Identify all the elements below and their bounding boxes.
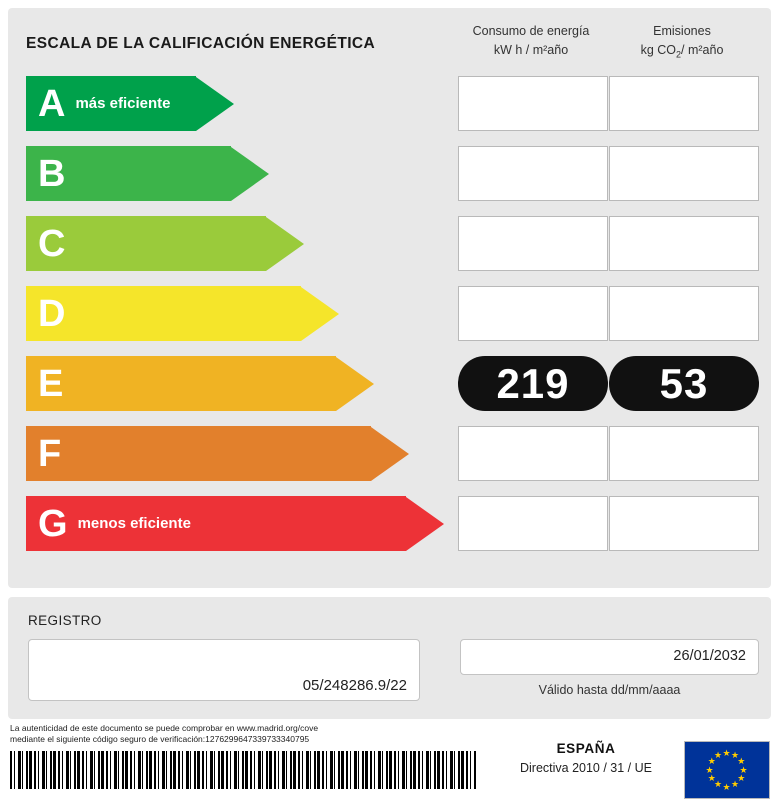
rating-row-d [8, 278, 771, 348]
rating-letter: B [38, 152, 66, 195]
rating-letter: G [38, 502, 68, 545]
eu-flag-icon [684, 741, 770, 799]
rating-row-e [8, 348, 771, 418]
country-name: ESPAÑA [556, 741, 616, 756]
consumo-empty-cell [458, 216, 608, 271]
rating-band-arrow [301, 287, 339, 341]
registro-title: REGISTRO [28, 613, 102, 628]
consumo-empty-cell [458, 76, 608, 131]
consumo-empty-cell [458, 146, 608, 201]
rating-letter: E [38, 362, 64, 405]
registro-code-box [28, 639, 420, 701]
rating-letter: F [38, 432, 62, 475]
emisiones-unit-pre: kg CO [640, 42, 677, 57]
rating-band-f [26, 426, 409, 481]
rating-band-body [26, 426, 371, 481]
emisiones-unit-post: / m²año [681, 42, 724, 57]
rating-band-body [26, 76, 196, 131]
rating-row-c [8, 208, 771, 278]
eu-star-icon: ★ [731, 749, 740, 760]
rating-letter: C [38, 222, 66, 265]
rating-row-a [8, 68, 771, 138]
rating-caption: menos eficiente [77, 515, 191, 532]
rating-band-body [26, 216, 266, 271]
rating-band-body [26, 356, 336, 411]
registro-panel [8, 597, 771, 719]
eu-star-icon: ★ [714, 749, 723, 760]
rating-band-body [26, 286, 301, 341]
emisiones-empty-cell [609, 426, 759, 481]
consumo-empty-cell [458, 496, 608, 551]
eu-star-icon: ★ [714, 779, 723, 790]
eu-star-icon: ★ [737, 756, 746, 766]
consumo-empty-cell [458, 426, 608, 481]
verification-note-line1: La autenticidad de este documento se puede comprobar en www.madrid.org/cove [10, 723, 319, 733]
verification-note-line2: mediante el siguiente código seguro de verificación:1276299647339733340795 [10, 734, 310, 745]
country-block [496, 741, 676, 775]
eu-star-icon: ★ [722, 747, 731, 758]
rating-band-arrow [231, 147, 269, 201]
eu-star-icon: ★ [707, 773, 716, 783]
rating-row-b [8, 138, 771, 208]
column-header-consumo [451, 22, 611, 60]
column-header-consumo-line2: kW h / m²año [493, 42, 569, 57]
rating-band-arrow [336, 357, 374, 411]
rating-band-body [26, 146, 231, 201]
rating-band-a [26, 76, 234, 131]
rating-band-g [26, 496, 444, 551]
rating-band-d [26, 286, 339, 341]
emisiones-empty-cell [609, 216, 759, 271]
emisiones-value-badge: 53 [609, 356, 759, 411]
eu-star-icon: ★ [707, 756, 716, 766]
eu-star-icon: ★ [722, 781, 731, 792]
emisiones-unit-sub: 2 [676, 49, 682, 60]
rating-row-f [8, 418, 771, 488]
emisiones-empty-cell [609, 146, 759, 201]
registro-date-value: 26/01/2032 [673, 648, 746, 664]
rating-letter: D [38, 292, 66, 335]
registro-date-box [460, 639, 759, 675]
emisiones-empty-cell [609, 76, 759, 131]
barcode-image [10, 751, 476, 789]
column-header-consumo-line1: Consumo de energía [472, 24, 590, 38]
column-header-emisiones-line1: Emisiones [653, 24, 711, 38]
rating-band-arrow [406, 497, 444, 551]
emisiones-empty-cell [609, 496, 759, 551]
rating-band-body [26, 496, 406, 551]
eu-star-icon: ★ [739, 764, 748, 775]
emisiones-empty-cell [609, 286, 759, 341]
registro-code-value: 05/248286.9/22 [302, 677, 407, 694]
energy-rating-rows [8, 68, 771, 558]
rating-letter: A [38, 82, 66, 125]
rating-caption: más eficiente [75, 95, 171, 112]
document-footer [8, 723, 771, 792]
column-header-emisiones [602, 22, 762, 62]
rating-band-arrow [266, 217, 304, 271]
registro-valid-label: Válido hasta dd/mm/aaaa [538, 683, 681, 697]
rating-band-arrow [196, 77, 234, 131]
eu-star-icon: ★ [737, 773, 746, 783]
rating-band-b [26, 146, 269, 201]
directive-label: Directiva 2010 / 31 / UE [519, 761, 652, 775]
rating-row-g [8, 488, 771, 558]
energy-scale-panel [8, 8, 771, 588]
eu-star-icon: ★ [731, 779, 740, 790]
page-title: ESCALA DE LA CALIFICACIÓN ENERGÉTICA [26, 35, 376, 52]
eu-star-icon: ★ [705, 764, 714, 775]
rating-band-arrow [371, 427, 409, 481]
verification-note [10, 723, 480, 746]
consumo-empty-cell [458, 286, 608, 341]
rating-band-c [26, 216, 304, 271]
consumo-value-badge: 219 [458, 356, 608, 411]
column-header-emisiones-line2 [602, 41, 762, 62]
rating-band-e [26, 356, 374, 411]
